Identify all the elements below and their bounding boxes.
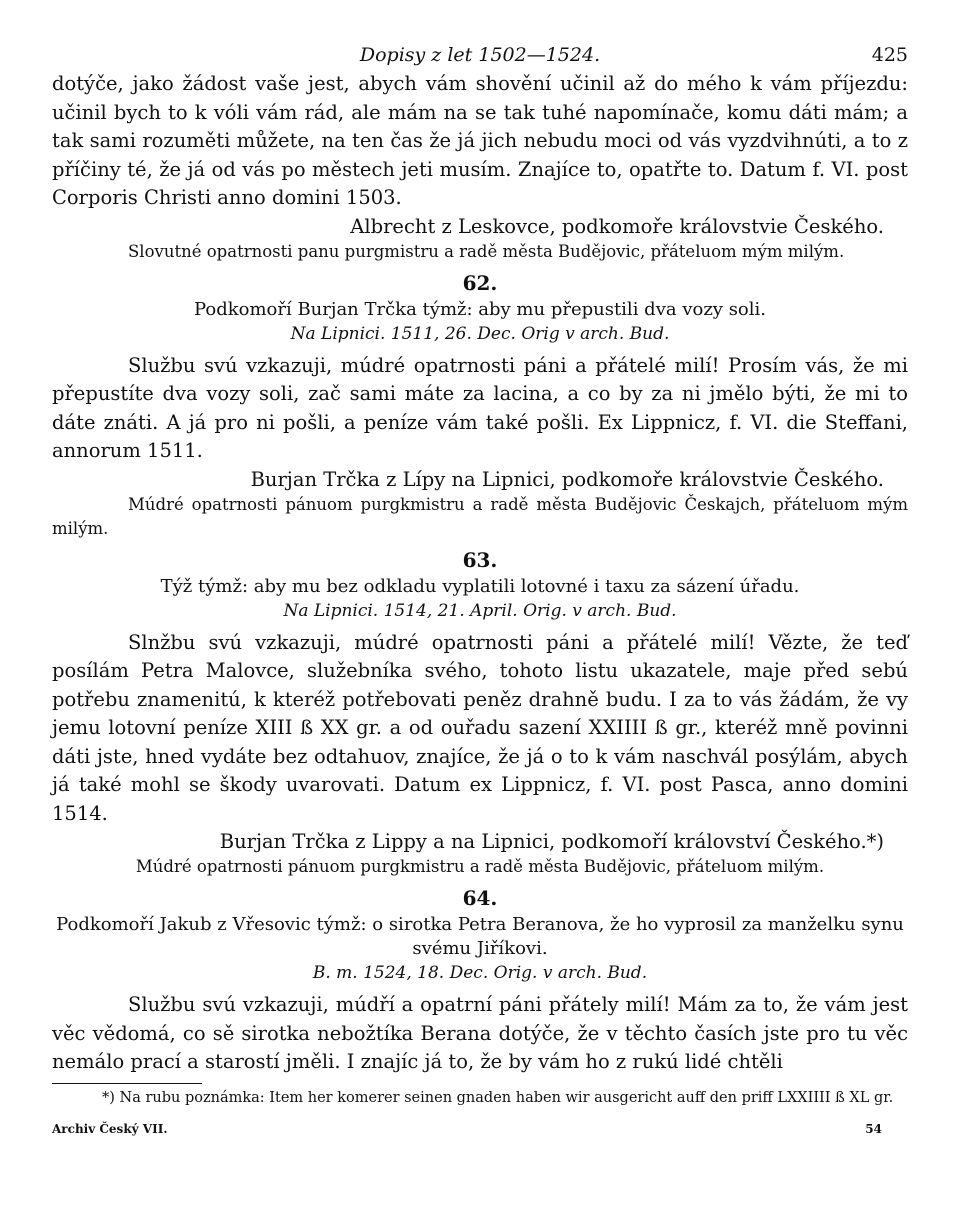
letter-62-body: Službu svú vzkazuji, múdré opatrnosti páni a přátelé milí! Prosím vás, že mi přepustíte dva vozy soli, zač sami máte za lacina, a co by za ni jmělo býti, že mi to dáte znáti. A já pro ni pošli, a peníze vám také pošli. Ex Lippnicz, f. VI. die Steffani, annorum 1511. (52, 353, 908, 462)
intro-signature: Albrecht z Leskovce, podkomoře královstvie Českého. (350, 214, 884, 238)
footer-archive-label: Archiv Český VII. (52, 1121, 168, 1136)
footer-signature-number: 54 (865, 1121, 882, 1136)
document-page (52, 40, 908, 1140)
letter-64-number: 64. (462, 886, 498, 910)
letter-64-source: B. m. 1524, 18. Dec. Orig. v arch. Bud. (312, 963, 648, 983)
intro-address: Slovutné opatrnosti panu purgmistru a radě města Budějovic, přáteluom mým milým. (128, 241, 845, 261)
letter-63-source: Na Lipnici. 1514, 21. April. Orig. v arch. Bud. (283, 600, 677, 621)
footnote-divider (52, 1083, 202, 1084)
letter-62-heading: Podkomoří Burjan Trčka týmž: aby mu přepustili dva vozy soli. (193, 298, 767, 320)
letter-64-heading: Podkomoří Jakub z Vřesovic týmž: o sirotka Petra Beranova, že ho vyprosil za manželku synu svému Jiříkovi. (56, 914, 904, 959)
intro-paragraph: dotýče, jako žádost vaše jest, abych vám shovění učinil až do mého k vám příjezdu: učinil bych to k vóli vám rád, ale mám na se tak tuhé napomínače, komu dáti mám; a tak sami rozuměti můžete, na ten čas že já jich nebudu moci od vás vyzdvihnúti, a to z příčiny té, že já od vás po městech jeti musím. Znajíce to, opatřte to. Datum f. VI. post Corporis Christi anno domini 1503. (52, 72, 908, 209)
letter-62-signature: Burjan Trčka z Lípy na Lipnici, podkomoře královstvie Českého. (250, 467, 884, 491)
letter-63-signature: Burjan Trčka z Lippy a na Lipnici, podkomoří království Českého.*) (219, 830, 884, 853)
footnote: *) Na rubu poznámka: Item her komerer seinen gnaden haben wir ausgericht auff den priff LXXIIII ß XL gr. (102, 1089, 894, 1106)
letter-63-heading: Týž týmž: aby mu bez odkladu vyplatili lotovné i taxu za sázení úřadu. (160, 575, 800, 597)
letter-63-number: 63. (462, 547, 498, 572)
letter-63-address: Múdré opatrnosti pánuom purgkmistru a radě města Budějovic, přáteluom milým. (135, 857, 825, 876)
letter-63-body: Slnžbu svú vzkazuji, múdré opatrnosti páni a přátelé milí! Vězte, že teď posílám Petra Malovce, služebníka svého, tohoto listu ukazatele, maje před sebú potřebu znamenitú, k kteréž potřebovati peněz drahně budu. I za to vás žádám, že vy jemu lotovní peníze XIII ß XX gr. a od ouřadu sazení XXIIII ß gr., kteréž mně povinni dáti jste, hned vydáte bez odtahuov, znajíce, že já o to k vám naschvál posýlám, abych já také mohl se škody uvarovati. Datum ex Lippnicz, f. VI. post Pasca, anno domini 1514. (52, 630, 908, 825)
letter-62-source: Na Lipnici. 1511, 26. Dec. Orig v arch. Bud. (290, 323, 670, 344)
letter-64-body: Službu svú vzkazuji, múdří a opatrní páni přátely milí! Mám za to, že vám jest věc vědomá, co sě sirotka nebožtíka Berana dotýče, že v těchto časích jste pro tu věc nemálo prací a starostí jměli. I znajíc já to, že by vám ho z rukú lidé chtěli (52, 993, 908, 1073)
letter-62-address: Múdré opatrnosti pánuom purgkmistru a radě města Budějovic Českajch, přáteluom mým milým. (52, 494, 908, 538)
letter-62-number: 62. (462, 270, 498, 295)
running-header (52, 40, 908, 70)
page-title: Dopisy z let 1502—1524. (359, 44, 601, 66)
page-number: 425 (871, 44, 908, 66)
page-footer (52, 1116, 908, 1140)
